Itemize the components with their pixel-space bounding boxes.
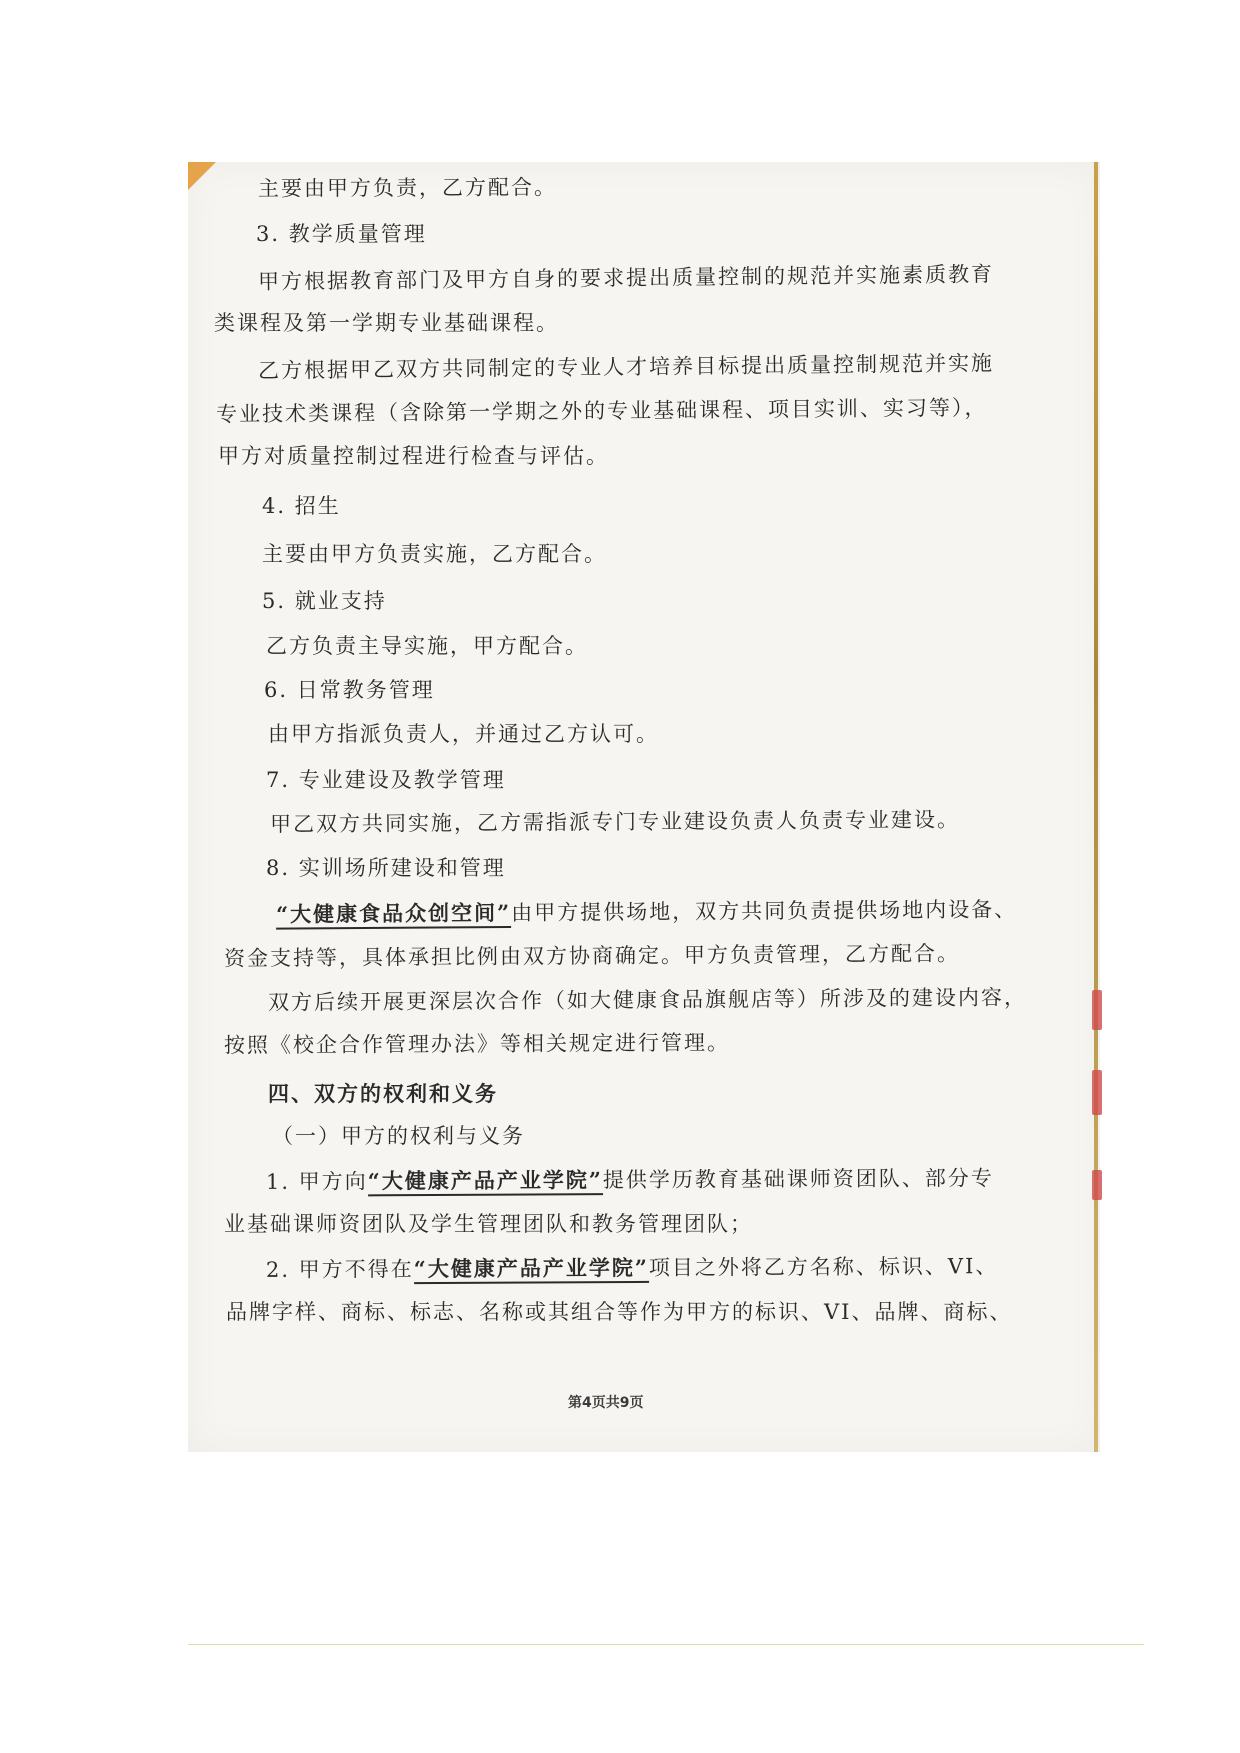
page-number: 第4页共9页 <box>568 1395 644 1411</box>
underlined-term: “大健康产品产业学院” <box>414 1255 649 1284</box>
body-line: 由甲方指派负责人，并通过乙方认可。 <box>268 722 659 746</box>
body-line: 专业技术类课程（含除第一学期之外的专业基础课程、项目实训、实习等）， <box>215 395 988 427</box>
corner-fold <box>188 162 216 190</box>
body-line: 类课程及第一学期专业基础课程。 <box>214 311 559 335</box>
item-prefix: 1. 甲方向 <box>265 1169 368 1194</box>
section-heading: 8. 实训场所建设和管理 <box>266 856 506 880</box>
underlined-term: “大健康产品产业学院” <box>368 1167 603 1196</box>
seal-fragment <box>1092 1070 1102 1115</box>
item-prefix: 2. 甲方不得在 <box>265 1257 414 1282</box>
body-text: 项目之外将乙方名称、标识、VI、 <box>648 1254 999 1280</box>
body-line: 甲方根据教育部门及甲方自身的要求提出质量控制的规范并实施素质教育 <box>257 262 995 294</box>
list-item <box>266 1250 999 1284</box>
body-line: 业基础课师资团队及学生管理团队和教务管理团队； <box>224 1212 753 1236</box>
body-line: 按照《校企合作管理办法》等相关规定进行管理。 <box>223 1030 731 1058</box>
section-heading: 6. 日常教务管理 <box>264 678 435 702</box>
body-text: 提供学历教育基础课师资团队、部分专 <box>602 1166 994 1193</box>
section-heading: 7. 专业建设及教学管理 <box>266 768 506 792</box>
body-text: 由甲方提供场地，双方共同负责提供场地内设备、 <box>511 897 1018 925</box>
body-line: 甲方对质量控制过程进行检查与评估。 <box>218 444 609 468</box>
body-line <box>276 893 1017 928</box>
page-edge <box>1094 162 1098 1452</box>
body-line: 甲乙双方共同实施，乙方需指派专门专业建设负责人负责专业建设。 <box>269 807 961 837</box>
section-heading: 5. 就业支持 <box>262 589 387 613</box>
section-heading: 3. 教学质量管理 <box>256 222 427 246</box>
body-line: 主要由甲方负责实施，乙方配合。 <box>262 542 607 566</box>
subsection-title: （一）甲方的权利与义务 <box>272 1124 525 1148</box>
seal-fragment <box>1092 990 1102 1030</box>
body-line: 品牌字样、商标、标志、名称或其组合等作为甲方的标识、VI、品牌、商标、 <box>226 1300 1013 1324</box>
section-title: 四、双方的权利和义务 <box>268 1081 498 1106</box>
seal-fragment <box>1092 1170 1102 1200</box>
body-line: 乙方负责主导实施，甲方配合。 <box>266 634 588 658</box>
body-line: 双方后续开展更深层次合作（如大健康食品旗舰店等）所涉及的建设内容， <box>267 985 1028 1015</box>
footer-divider <box>188 1644 1144 1645</box>
body-line: 资金支持等，具体承担比例由双方协商确定。甲方负责管理，乙方配合。 <box>223 941 961 971</box>
list-item <box>266 1162 994 1196</box>
body-line: 乙方根据甲乙双方共同制定的专业人才培养目标提出质量控制规范并实施 <box>257 351 995 383</box>
body-line: 主要由甲方负责，乙方配合。 <box>257 175 558 201</box>
section-heading: 4. 招生 <box>262 494 341 518</box>
underlined-term: “大健康食品众创空间” <box>276 900 511 930</box>
